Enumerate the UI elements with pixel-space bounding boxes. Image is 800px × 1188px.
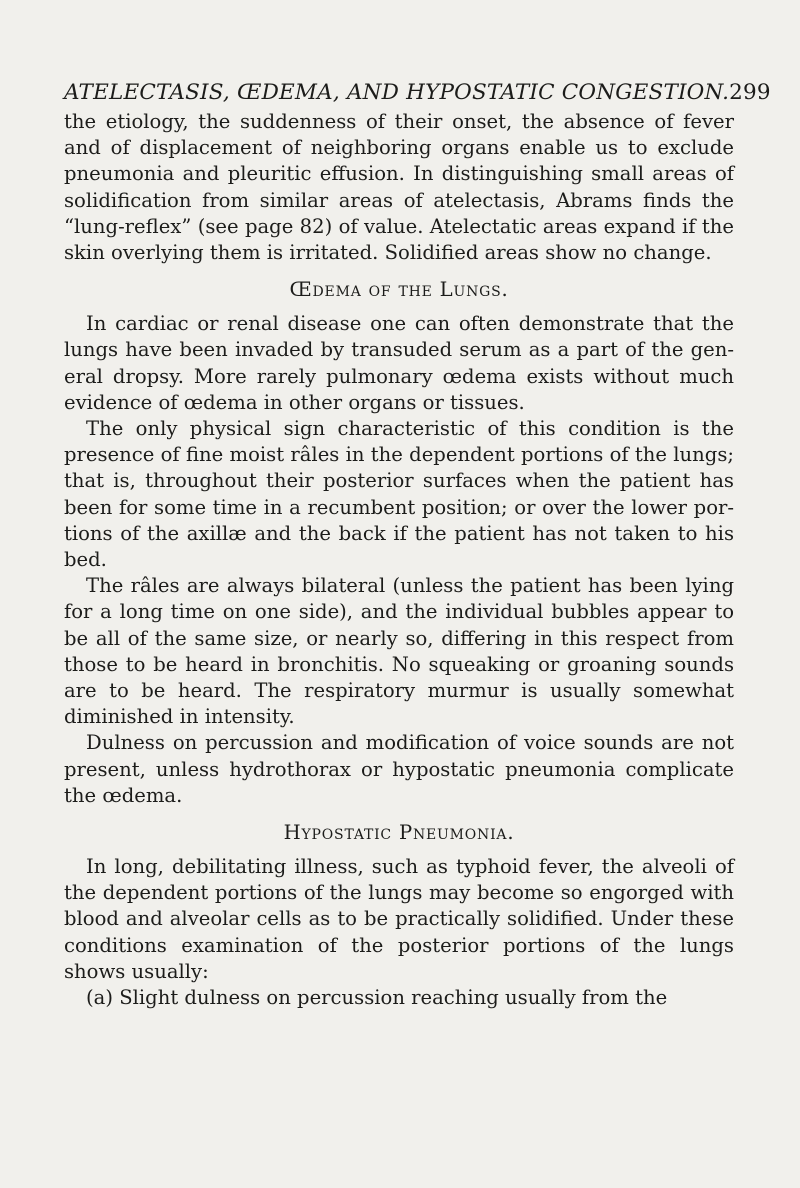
section-heading-oedema: Œdema of the Lungs. xyxy=(289,278,509,302)
paragraph-oedema-dulness: Dulness on percussion and modification of voice sounds are not present, unless hydrothorax or hypostatic pneumonia complicate the œdema. xyxy=(64,731,734,807)
page-number: 299 xyxy=(729,80,771,105)
book-page xyxy=(64,80,771,1011)
paragraph-oedema-sign: The only physical sign characteristic of this condition is the presence of fine moist râles in the dependent portions of the lungs; that is, throughout their posterior surfaces when the patient has been for some time in a recumbent position; or over the lower portions of the axillæ and the back if the patient has not taken to his bed. xyxy=(64,417,734,572)
paragraph-hypostatic-intro: In long, debilitating illness, such as typhoid fever, the alveoli of the dependent portions of the lungs may become so engorged with blood and alveolar cells as to be practically solidified. Under these conditions examination of the posterior portions of the lungs shows usually: xyxy=(64,855,734,983)
paragraph-oedema-intro: In cardiac or renal disease one can often demonstrate that the lungs have been invaded by transuded serum as a part of the general dropsy. More rarely pulmonary œdema exists without much evidence of œdema in other organs or tissues. xyxy=(64,312,734,414)
paragraph-atelectasis-diagnosis: the etiology, the suddenness of their onset, the absence of fever and of displacement of neighboring organs enable us to exclude pneumonia and pleuritic effusion. In distinguishing small areas of solidification from similar areas of atelectasis, Abrams finds the “lung-reflex” (see page 82) of value. Atelectatic areas expand if the skin overlying them is irritated. Solidified areas show no change. xyxy=(64,110,734,265)
paragraph-oedema-rales: The râles are always bilateral (unless the patient has been lying for a long time on one side), and the individual bubbles appear to be all of the same size, or nearly so, differing in this respect from those to be heard in bronchitis. No squeaking or groaning sounds are to be heard. The respiratory murmur is usually somewhat diminished in intensity. xyxy=(64,574,734,729)
chapter-title: ATELECTASIS, ŒDEMA, AND HYPOSTATIC CONGESTION. xyxy=(64,80,730,105)
section-heading-hypostatic-pneumonia: Hypostatic Pneumonia. xyxy=(283,821,515,845)
paragraph-hypostatic-item-a: (a) Slight dulness on percussion reaching usually from the xyxy=(86,986,668,1010)
running-head xyxy=(64,80,771,105)
